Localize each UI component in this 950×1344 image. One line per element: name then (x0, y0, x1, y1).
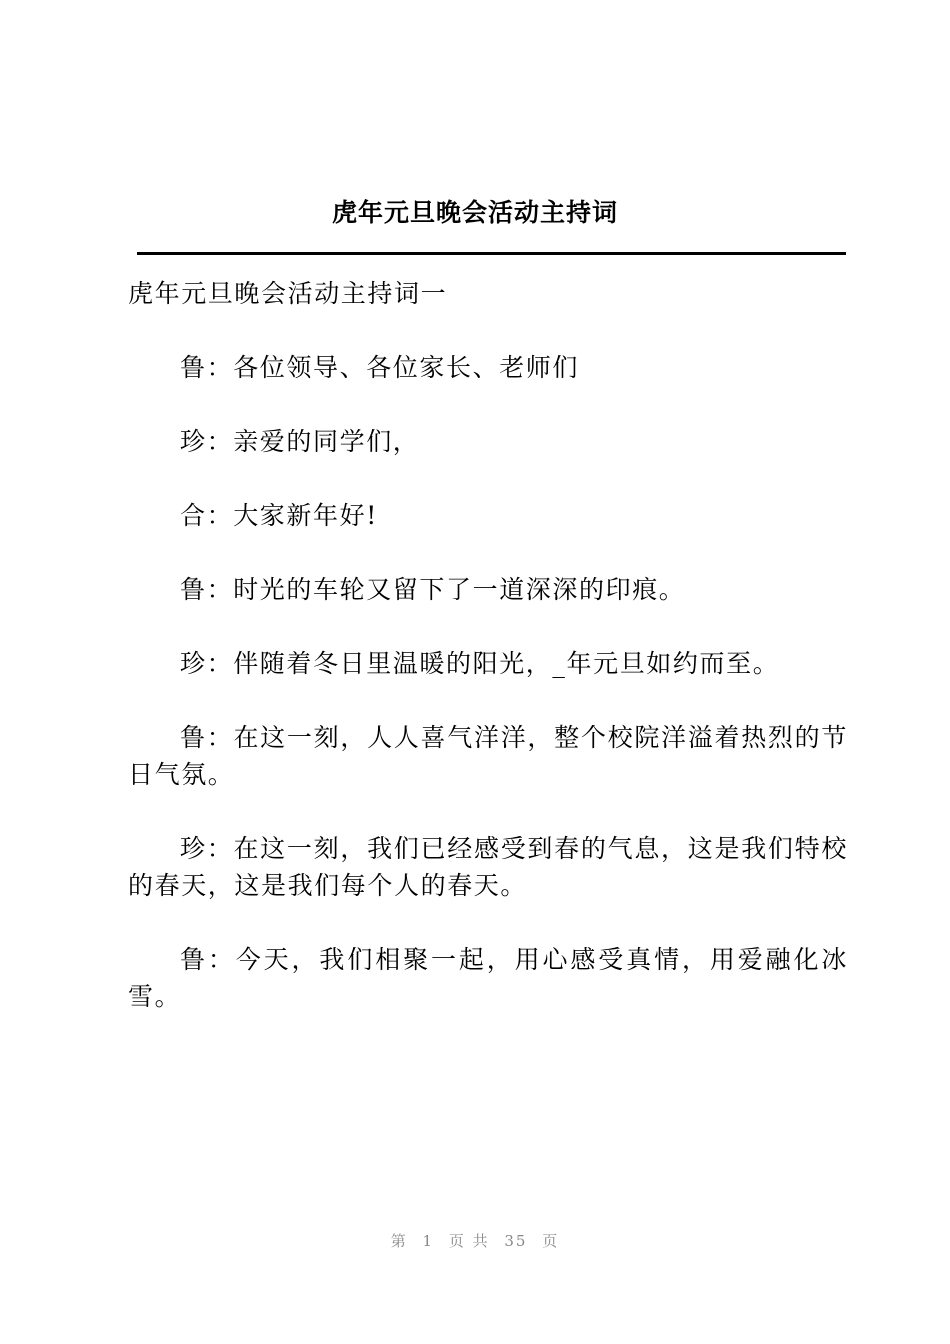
paragraph: 珍：亲爱的同学们， (180, 427, 420, 456)
page-title: 虎年元旦晚会活动主持词 (331, 198, 618, 227)
footer-middle: 页 共 (448, 1232, 490, 1250)
footer-current-page: 1 (422, 1232, 435, 1250)
paragraph: 鲁：各位领导、各位家长、老师们 (180, 353, 580, 382)
title-divider (137, 252, 846, 255)
paragraph: 珍：伴随着冬日里温暖的阳光，_年元旦如约而至。 (180, 649, 780, 678)
paragraph: 鲁：时光的车轮又留下了一道深深的印痕。 (180, 575, 686, 604)
paragraph-heading: 虎年元旦晚会活动主持词一 (128, 279, 448, 308)
document-body (128, 275, 848, 1052)
paragraph: 珍：在这一刻，我们已经感受到春的气息，这是我们特校的春天，这是我们每个人的春天。 (128, 834, 848, 900)
footer-total-pages: 35 (504, 1232, 528, 1250)
paragraph: 合：大家新年好! (180, 501, 378, 530)
paragraph: 鲁：在这一刻，人人喜气洋洋，整个校院洋溢着热烈的节日气氛。 (128, 723, 848, 789)
paragraph: 鲁：今天，我们相聚一起，用心感受真情，用爱融化冰雪。 (128, 945, 848, 1011)
page-footer (0, 1230, 950, 1251)
footer-prefix: 第 (390, 1232, 408, 1250)
footer-suffix: 页 (542, 1232, 560, 1250)
